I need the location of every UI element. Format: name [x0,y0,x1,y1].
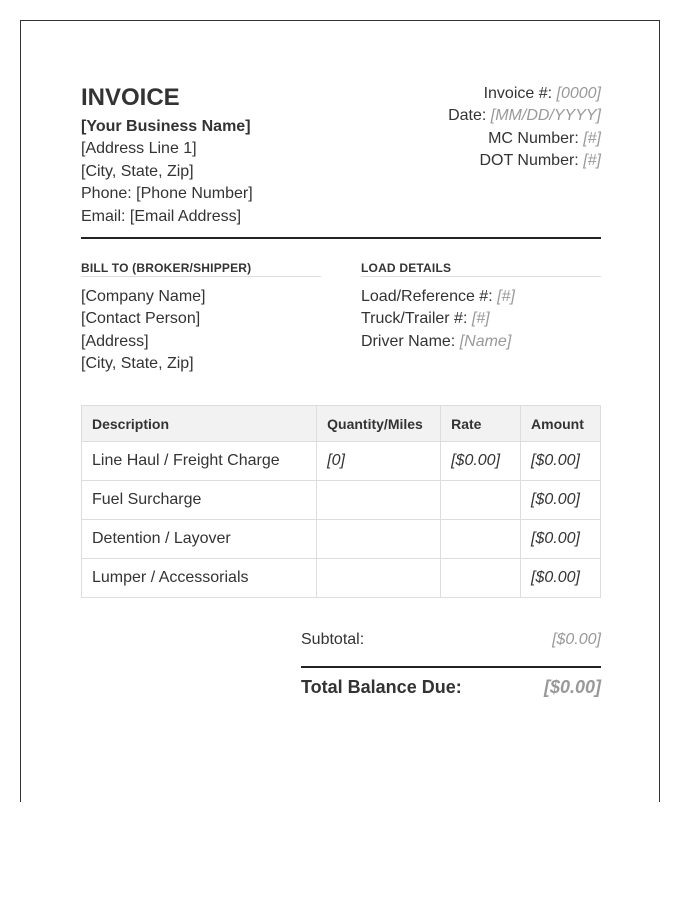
row-amount: [$0.00] [521,481,601,520]
phone-label: Phone: [81,185,137,203]
row-rate: [$0.00] [441,442,521,481]
dot-number-value: [#] [583,152,601,170]
invoice-meta [321,83,601,173]
truck-trailer [361,308,601,330]
business-address-line1: [Address Line 1] [81,140,197,158]
mc-number-value: [#] [583,129,601,147]
truck-trailer-value: [#] [471,310,490,328]
load-details-heading: LOAD DETAILS [361,261,601,277]
business-email [81,206,381,228]
business-phone [81,183,381,205]
row-description: Detention / Layover [82,520,317,559]
header-divider [81,237,601,239]
phone-value: [Phone Number] [136,185,253,203]
subtotal-row [301,629,601,651]
bill-to-address: [Address] [81,332,149,350]
invoice-title: INVOICE [81,84,180,111]
driver-name [361,331,601,353]
table-row [82,520,601,559]
bill-to-contact: [Contact Person] [81,310,201,328]
driver-name-value: [Name] [459,332,512,350]
invoice-number [321,83,601,105]
header-description: Description [82,406,317,442]
invoice-number-label: Invoice #: [483,85,557,102]
mc-number [321,128,601,150]
bill-to-company: [Company Name] [81,288,206,305]
truck-trailer-label: Truck/Trailer #: [361,310,472,328]
mc-number-label: MC Number: [488,129,584,147]
row-amount: [$0.00] [521,520,601,559]
row-quantity: [0] [317,442,441,481]
row-amount: [$0.00] [521,559,601,598]
business-city-state-zip: [City, State, Zip] [81,162,194,180]
row-description: Fuel Surcharge [82,481,317,520]
invoice-date [321,105,601,127]
load-details-section [361,261,601,353]
subtotal-label: Subtotal: [301,631,365,648]
driver-name-label: Driver Name: [361,332,460,350]
balance-due-label: Total Balance Due: [301,677,462,697]
row-quantity [317,559,441,598]
invoice-date-value: [MM/DD/YYYY] [490,107,601,125]
subtotal-value: [$0.00] [552,631,601,648]
invoice-date-label: Date: [448,107,491,125]
table-header-row [82,406,601,442]
line-items-table [81,405,601,598]
header-rate: Rate [441,406,521,442]
balance-due-value: [$0.00] [543,677,601,697]
header-quantity: Quantity/Miles [317,406,441,442]
row-amount: [$0.00] [521,442,601,481]
table-row [82,481,601,520]
totals-block [301,629,601,698]
row-description: Line Haul / Freight Charge [82,442,317,481]
invoice-header [81,83,601,225]
email-label: Email: [81,207,130,225]
row-rate [441,520,521,559]
table-row [82,442,601,481]
bill-to-city-state-zip: [City, State, Zip] [81,355,194,373]
email-value: [Email Address] [129,207,242,225]
row-quantity [317,520,441,559]
bill-to-heading: BILL TO (BROKER/SHIPPER) [81,261,321,277]
table-row [82,559,601,598]
row-rate [441,559,521,598]
load-reference-value: [#] [497,288,515,305]
row-description: Lumper / Accessorials [82,559,317,598]
row-quantity [317,481,441,520]
invoice-sheet [20,20,660,802]
balance-due-row [301,676,601,698]
dot-number-label: DOT Number: [479,152,584,170]
dot-number [321,150,601,172]
header-amount: Amount [521,406,601,442]
load-reference [361,286,601,308]
bill-to-section [81,261,321,376]
load-reference-label: Load/Reference #: [361,288,498,305]
totals-divider [301,666,601,668]
invoice-number-value: [0000] [556,85,601,102]
row-rate [441,481,521,520]
business-name: [Your Business Name] [81,118,251,135]
